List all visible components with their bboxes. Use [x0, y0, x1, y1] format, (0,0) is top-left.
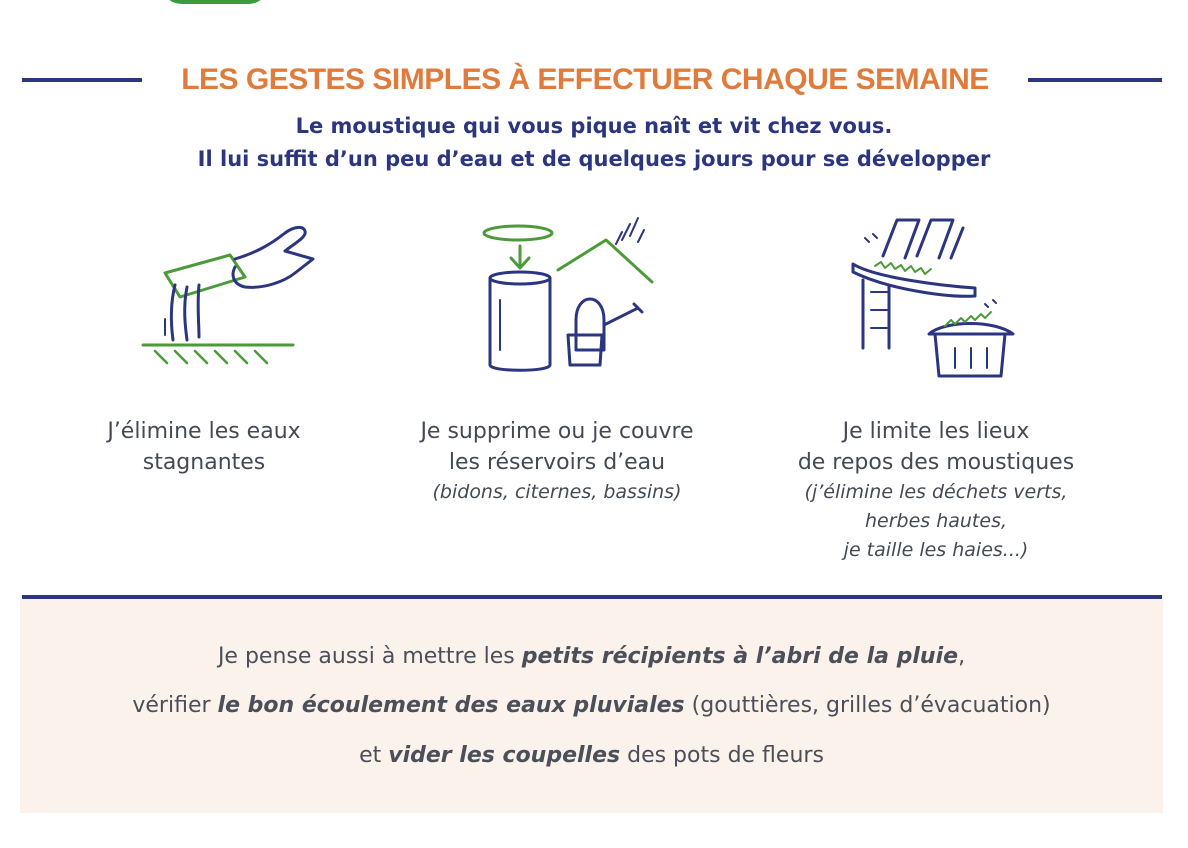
covered-water-tank-icon: [478, 210, 668, 380]
tip-line-2: [20, 693, 1163, 718]
gesture-3-note-2: herbes hautes,: [864, 510, 1008, 532]
section-header: [22, 58, 1162, 102]
tip-line-1: [20, 644, 1163, 669]
gesture-3: [756, 416, 1116, 565]
gesture-3-note-3: je taille les haies...): [843, 539, 1029, 561]
tip-2-emphasis: le bon écoulement des eaux pluviales: [217, 693, 685, 718]
tip-2-end: (gouttières, grilles d’évacuation): [684, 693, 1051, 718]
gutter-green-waste-icon: [845, 208, 1035, 380]
tip-2-text: vérifier: [132, 693, 218, 718]
tip-1-end: ,: [958, 644, 966, 669]
subtitle-line-2: Il lui suffit d’un peu d’eau et de quelques jours pour se développer: [197, 147, 991, 171]
section-title: LES GESTES SIMPLES À EFFECTUER CHAQUE SEMAINE: [181, 63, 989, 96]
gesture-2-note: (bidons, citernes, bassins): [432, 481, 682, 503]
gesture-3-title-2: de repos des moustiques: [797, 450, 1075, 475]
gesture-1-title-1: J’élimine les eaux: [107, 419, 301, 444]
tip-3-end: des pots de fleurs: [620, 743, 824, 768]
tips-panel: [20, 599, 1163, 813]
gesture-2: [377, 416, 737, 507]
gesture-2-title-1: Je supprime ou je couvre: [420, 419, 694, 444]
pouring-water-icon: [135, 215, 325, 375]
subtitle-line-1: Le moustique qui vous pique naît et vit chez vous.: [295, 114, 893, 138]
tip-line-3: [20, 743, 1163, 768]
tip-3-emphasis: vider les coupelles: [388, 743, 621, 768]
tip-1-text: Je pense aussi à mettre les: [217, 644, 522, 669]
tip-1-emphasis: petits récipients à l’abri de la pluie: [521, 644, 959, 669]
gesture-3-note-1: (j’élimine les déchets verts,: [804, 481, 1068, 503]
header-rule-left: [22, 78, 142, 82]
gesture-1: [24, 416, 384, 478]
tip-3-text: et: [359, 743, 389, 768]
top-decoration: [160, 0, 270, 4]
gesture-1-title-2: stagnantes: [142, 450, 266, 475]
header-rule-right: [1028, 78, 1162, 82]
gesture-3-title-1: Je limite les lieux: [842, 419, 1030, 444]
gesture-2-title-2: les réservoirs d’eau: [448, 450, 666, 475]
